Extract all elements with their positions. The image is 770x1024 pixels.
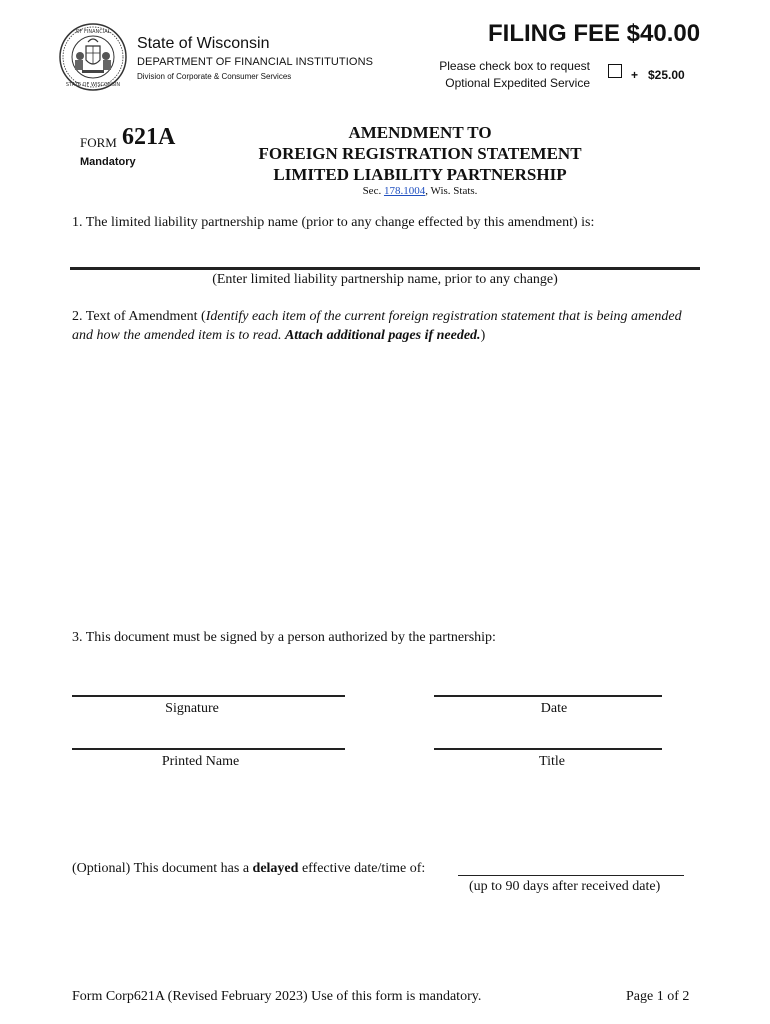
date-line[interactable] <box>434 695 662 697</box>
item2-attach-note: Attach additional pages if needed. <box>284 328 481 343</box>
delayed-date-line[interactable] <box>458 875 684 876</box>
department-name: DEPARTMENT OF FINANCIAL INSTITUTIONS <box>137 56 374 68</box>
statute-prefix: Sec. <box>362 185 382 197</box>
item2-lead: 2. Text of Amendment ( <box>72 309 206 324</box>
item3-question: 3. This document must be signed by a person authorized by the partnership: <box>72 630 496 645</box>
filing-fee: FILING FEE $40.00 <box>488 20 701 47</box>
form-title-line1: AMENDMENT TO <box>348 123 492 142</box>
title-label: Title <box>539 754 565 769</box>
delayed-bold: delayed <box>252 861 299 876</box>
item2-instructions <box>72 307 692 345</box>
svg-text:STATE OF WISCONSIN: STATE OF WISCONSIN <box>65 82 121 88</box>
partnership-name-label: (Enter limited liability partnership name, prior to any change) <box>212 272 558 287</box>
statute-reference <box>230 185 610 197</box>
title-line[interactable] <box>434 748 662 750</box>
item2-close: ) <box>480 328 486 343</box>
delayed-date-note: (up to 90 days after received date) <box>469 879 661 894</box>
svg-text:OF FINANCIAL: OF FINANCIAL <box>75 29 111 35</box>
delayed-post: effective date/time of: <box>298 861 426 876</box>
expedite-request-line1: Please check box to request <box>439 59 590 73</box>
expedite-checkbox[interactable] <box>608 64 622 78</box>
form-label: FORM <box>80 135 117 150</box>
page-number: Page 1 of 2 <box>626 989 690 1004</box>
form-number: 621A <box>122 124 176 150</box>
division-name: Division of Corporate & Consumer Services <box>137 72 292 81</box>
partnership-name-field[interactable] <box>70 267 700 270</box>
form-footer-info: Form Corp621A (Revised February 2023) Use of this form is mandatory. <box>72 989 482 1004</box>
printed-name-label: Printed Name <box>161 754 240 769</box>
expedite-fee: + $25.00 <box>631 68 685 82</box>
signature-line[interactable] <box>72 695 345 697</box>
statute-suffix: , Wis. Stats. <box>425 185 478 197</box>
delayed-effective-text <box>72 861 425 877</box>
statute-link[interactable]: 178.1004 <box>383 185 426 197</box>
signature-label: Signature <box>165 701 219 716</box>
form-title-line3: LIMITED LIABILITY PARTNERSHIP <box>273 165 567 184</box>
delayed-pre: (Optional) This document has a <box>72 861 253 876</box>
item1-question: 1. The limited liability partnership name (prior to any change effected by this amendment) is: <box>72 215 595 230</box>
mandatory-label: Mandatory <box>80 156 136 168</box>
item2-italic: Identify each item of the current foreign registration statement that is being amended and how the amended item is to read. <box>72 309 682 343</box>
wisconsin-seal-logo <box>58 22 128 92</box>
expedite-request-text <box>410 58 590 92</box>
amendment-text-area[interactable] <box>72 350 692 610</box>
form-title-line2: FOREIGN REGISTRATION STATEMENT <box>258 144 582 163</box>
printed-name-line[interactable] <box>72 748 345 750</box>
state-name: State of Wisconsin <box>137 35 270 52</box>
date-label: Date <box>540 701 568 716</box>
expedite-request-line2: Optional Expedited Service <box>445 76 590 90</box>
